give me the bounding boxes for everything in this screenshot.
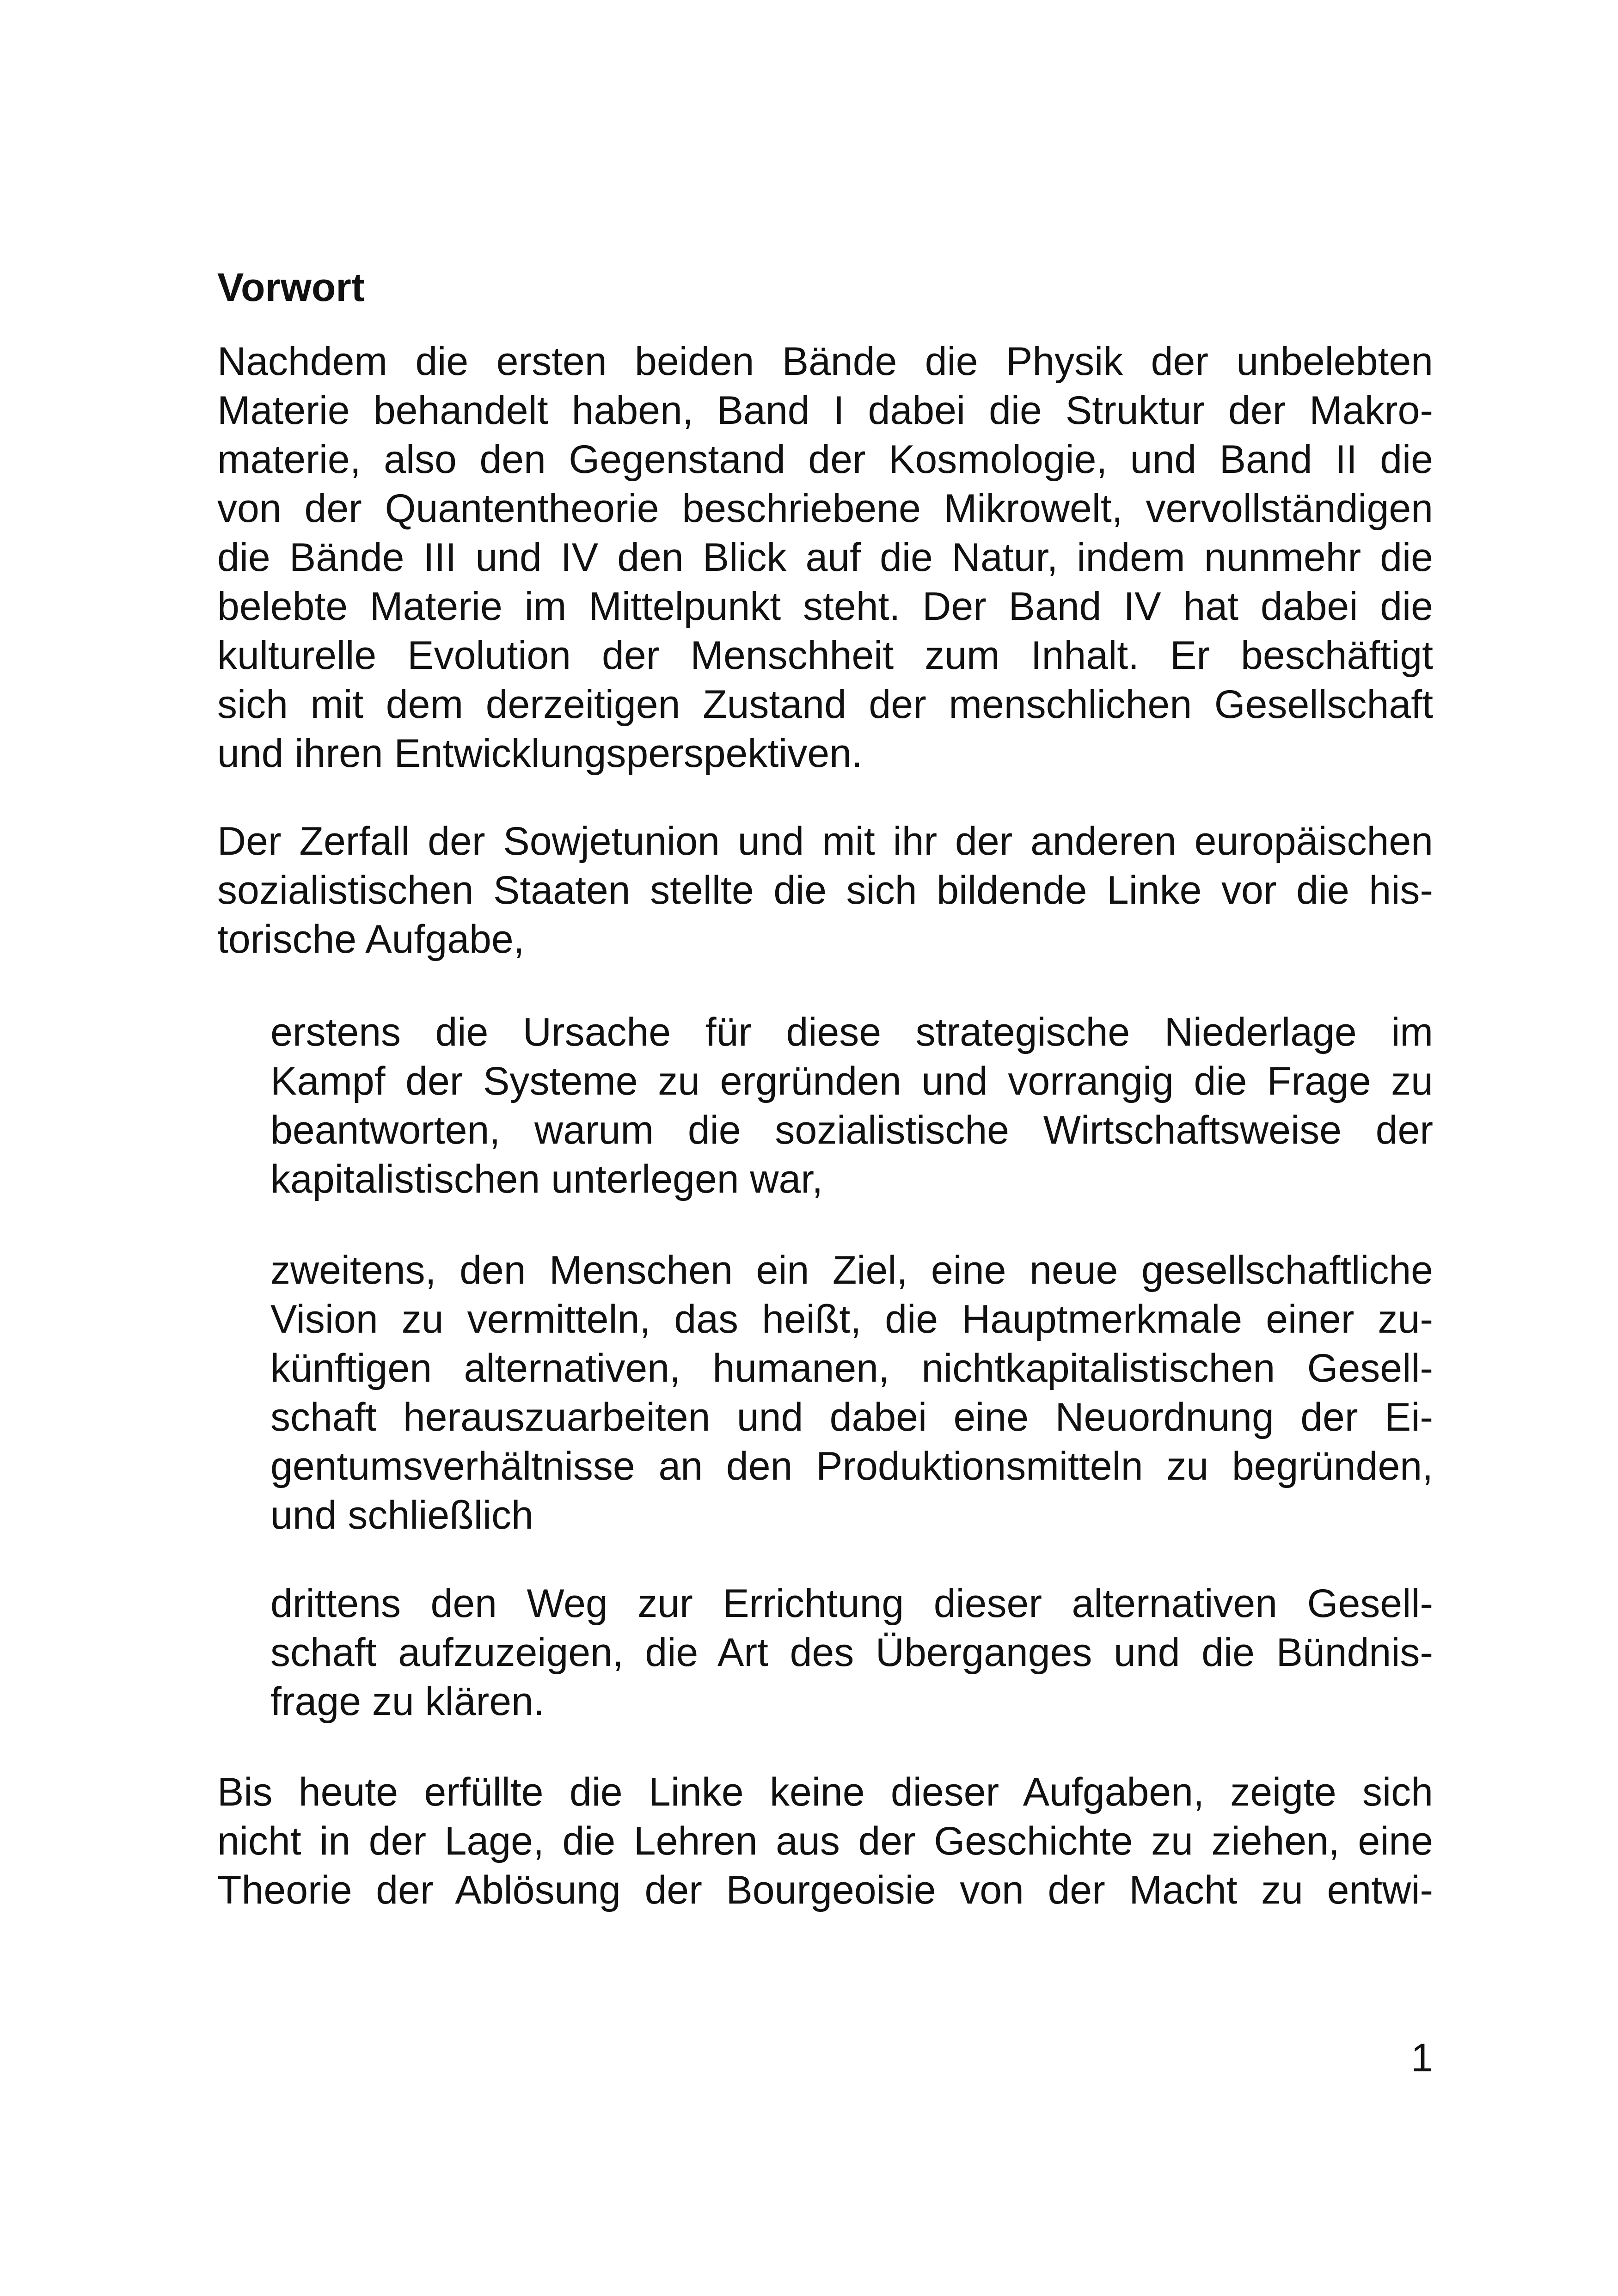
text-line: und ihren Entwicklungsperspektiven. xyxy=(217,731,863,776)
text-line: Theorie der Ablösung der Bourgeoisie von der Macht zu entwi- xyxy=(217,1868,1433,1912)
text-line: sich mit dem derzeitigen Zustand der menschlichen Gesellschaft xyxy=(217,682,1433,727)
text-line: materie, also den Gegenstand der Kosmologie, und Band II die xyxy=(217,437,1433,482)
text-line: nicht in der Lage, die Lehren aus der Geschichte zu ziehen, eine xyxy=(217,1819,1433,1863)
text-line: Der Zerfall der Sowjetunion und mit ihr der anderen europäischen xyxy=(217,819,1433,863)
text-line: gentumsverhältnisse an den Produktionsmitteln zu begründen, xyxy=(270,1444,1433,1488)
text-line: kapitalistischen unterlegen war, xyxy=(270,1157,823,1201)
page-heading: Vorwort xyxy=(217,265,365,310)
text-line: von der Quantentheorie beschriebene Mikrowelt, vervollständigen xyxy=(217,486,1433,531)
text-line: Nachdem die ersten beiden Bände die Physik der unbelebten xyxy=(217,339,1433,384)
text-line: Kampf der Systeme zu ergründen und vorrangig die Frage zu xyxy=(270,1059,1433,1103)
page-number: 1 xyxy=(1411,2036,1433,2080)
text-line: Vision zu vermitteln, das heißt, die Hauptmerkmale einer zu- xyxy=(270,1297,1433,1341)
text-line: sozialistischen Staaten stellte die sich bildende Linke vor die his- xyxy=(217,868,1433,912)
text-line: schaft herauszuarbeiten und dabei eine Neuordnung der Ei- xyxy=(270,1395,1433,1439)
text-line: und schließlich xyxy=(270,1493,533,1537)
text-line: zweitens, den Menschen ein Ziel, eine neue gesellschaftliche xyxy=(270,1248,1433,1292)
text-line: frage zu klären. xyxy=(270,1679,545,1724)
text-line: erstens die Ursache für diese strategische Niederlage im xyxy=(270,1010,1433,1054)
text-line: schaft aufzuzeigen, die Art des Überganges und die Bündnis- xyxy=(270,1630,1433,1675)
text-line: drittens den Weg zur Errichtung dieser alternativen Gesell- xyxy=(270,1581,1433,1626)
text-line: die Bände III und IV den Blick auf die Natur, indem nunmehr die xyxy=(217,535,1433,580)
text-line: torische Aufgabe, xyxy=(217,917,525,961)
text-line: künftigen alternativen, humanen, nichtkapitalistischen Gesell- xyxy=(270,1346,1433,1390)
text-line: Materie behandelt haben, Band I dabei die Struktur der Makro- xyxy=(217,388,1433,433)
text-line: Bis heute erfüllte die Linke keine dieser Aufgaben, zeigte sich xyxy=(217,1770,1433,1814)
text-line: belebte Materie im Mittelpunkt steht. Der Band IV hat dabei die xyxy=(217,584,1433,629)
text-line: beantworten, warum die sozialistische Wirtschaftsweise der xyxy=(270,1108,1433,1152)
text-line: kulturelle Evolution der Menschheit zum Inhalt. Er beschäftigt xyxy=(217,633,1433,678)
